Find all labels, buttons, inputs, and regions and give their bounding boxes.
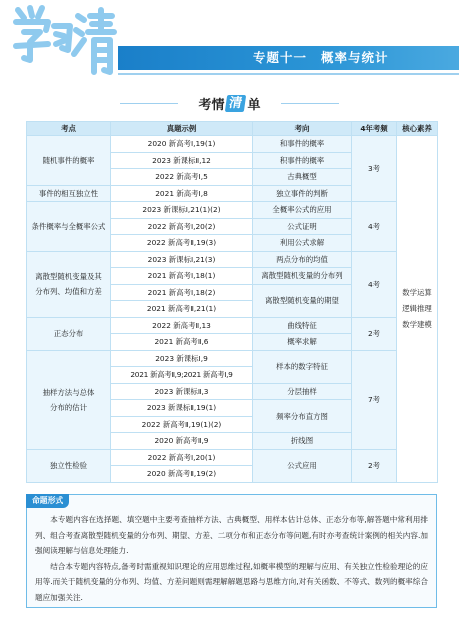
example-cell: 2023 新课标Ⅰ,9 <box>111 350 253 367</box>
example-cell: 2021 新高考Ⅰ,8 <box>111 185 253 202</box>
topic-cell: 正态分布 <box>27 317 111 350</box>
example-cell: 2020 新高考Ⅱ,19(2) <box>111 466 253 483</box>
example-cell: 2023 新课标Ⅰ,21(3) <box>111 251 253 268</box>
direction-cell: 公式应用 <box>253 449 352 482</box>
topic-cell: 离散型随机变量及其分布列、均值和方差 <box>27 251 111 317</box>
example-cell: 2021 新高考Ⅱ,21(1) <box>111 301 253 318</box>
direction-cell: 和事件的概率 <box>253 136 352 153</box>
literacy-cell <box>397 136 438 483</box>
heading-text-right: 单 <box>247 98 261 113</box>
frequency-cell: 2考 <box>352 449 397 482</box>
example-cell: 2022 新高考Ⅱ,19(1)(2) <box>111 416 253 433</box>
col-frequency: 4年考频 <box>352 122 397 136</box>
banner-title <box>253 46 403 70</box>
page-header <box>0 0 459 92</box>
example-cell: 2021 新高考Ⅰ,18(2) <box>111 284 253 301</box>
heading-text-left: 考情 <box>198 98 225 113</box>
example-cell: 2023 新课标Ⅰ,21(1)(2) <box>111 202 253 219</box>
table-row <box>27 350 438 367</box>
section-heading <box>0 94 459 114</box>
notes-paragraph: 本专题内容在选择题、填空题中主要考查抽样方法、古典概型、用样本估计总体、正态分布等,解答题中常利用排列、组合考查离散型随机变量的分布列、期望、方差、二项分布和正态分布等问题,有时亦考查统计案例的相关内容.加强阅读理解与信息处理能力. <box>35 515 428 556</box>
direction-cell: 独立事件的判断 <box>253 185 352 202</box>
example-cell: 2022 新高考Ⅱ,19(3) <box>111 235 253 252</box>
example-cell: 2022 新高考Ⅰ,20(1) <box>111 449 253 466</box>
table-row <box>27 449 438 466</box>
direction-cell: 频率分布直方图 <box>253 400 352 433</box>
direction-cell: 积事件的概率 <box>253 152 352 169</box>
col-direction: 考向 <box>253 122 352 136</box>
table-row <box>27 251 438 268</box>
heading-line-right <box>281 103 339 104</box>
table-row <box>27 136 438 153</box>
frequency-cell: 7考 <box>352 350 397 449</box>
exam-table <box>26 121 438 483</box>
chapter-title: 概率与统计 <box>321 50 389 65</box>
direction-cell: 折线图 <box>253 433 352 450</box>
example-cell: 2020 新高考Ⅰ,19(1) <box>111 136 253 153</box>
example-cell: 2023 新课标Ⅱ,19(1) <box>111 400 253 417</box>
table-header-row <box>27 122 438 136</box>
frequency-cell: 4考 <box>352 202 397 252</box>
table-row <box>27 202 438 219</box>
direction-cell: 全概率公式的应用 <box>253 202 352 219</box>
notes-text <box>35 512 428 606</box>
example-cell: 2022 新高考Ⅰ,5 <box>111 169 253 186</box>
topic-banner <box>118 46 459 70</box>
topic-cell: 独立性检验 <box>27 449 111 482</box>
example-cell: 2021 新高考Ⅰ,18(1) <box>111 268 253 285</box>
notes-paragraph: 结合本专题内容特点,备考时需重视知识理论的应用思维过程,如概率模型的理解与应用、有关独立性检验理论的应用等.而关于随机变量的分布列、均值、方差问题则需理解解题思路与思维方向,对有关函数、不等式、数列的概率综合题应加强关注. <box>35 561 428 602</box>
example-cell: 2023 新课标Ⅱ,3 <box>111 383 253 400</box>
direction-cell: 两点分布的均值 <box>253 251 352 268</box>
topic-cell: 抽样方法与总体分布的估计 <box>27 350 111 449</box>
example-cell: 2022 新高考Ⅱ,13 <box>111 317 253 334</box>
example-cell: 2021 新高考Ⅱ,6 <box>111 334 253 351</box>
heading-highlight: 清 <box>225 95 246 112</box>
literacy-item: 逻辑推理 <box>402 303 432 313</box>
notes-tag: 命题形式 <box>26 494 69 508</box>
topic-cell: 条件概率与全概率公式 <box>27 202 111 252</box>
direction-cell: 公式证明 <box>253 218 352 235</box>
direction-cell: 离散型随机变量的分布列 <box>253 268 352 285</box>
direction-cell: 利用公式求解 <box>253 235 352 252</box>
frequency-cell: 3考 <box>352 136 397 202</box>
example-cell: 2023 新课标Ⅱ,12 <box>111 152 253 169</box>
direction-cell: 概率求解 <box>253 334 352 351</box>
direction-cell: 古典概型 <box>253 169 352 186</box>
col-examples: 真题示例 <box>111 122 253 136</box>
literacy-item: 数学运算 <box>402 287 432 297</box>
example-cell: 2021 新高考Ⅱ,9;2021 新高考Ⅰ,9 <box>111 367 253 384</box>
frequency-cell: 2考 <box>352 317 397 350</box>
direction-cell: 离散型随机变量的期望 <box>253 284 352 317</box>
direction-cell: 样本的数字特征 <box>253 350 352 383</box>
col-topic: 考点 <box>27 122 111 136</box>
col-literacy: 核心素养 <box>397 122 438 136</box>
topic-cell: 事件的相互独立性 <box>27 185 111 202</box>
chapter-label: 专题十一 <box>253 50 308 65</box>
table-row <box>27 317 438 334</box>
banner-underline <box>118 73 459 75</box>
literacy-item: 数学建模 <box>402 319 432 329</box>
notes-box <box>26 494 437 608</box>
direction-cell: 分层抽样 <box>253 383 352 400</box>
direction-cell: 曲线特征 <box>253 317 352 334</box>
example-cell: 2020 新高考Ⅱ,9 <box>111 433 253 450</box>
frequency-cell: 4考 <box>352 251 397 317</box>
study-logo <box>8 2 118 78</box>
example-cell: 2022 新高考Ⅰ,20(2) <box>111 218 253 235</box>
heading-line-left <box>120 103 178 104</box>
topic-cell: 随机事件的概率 <box>27 136 111 186</box>
